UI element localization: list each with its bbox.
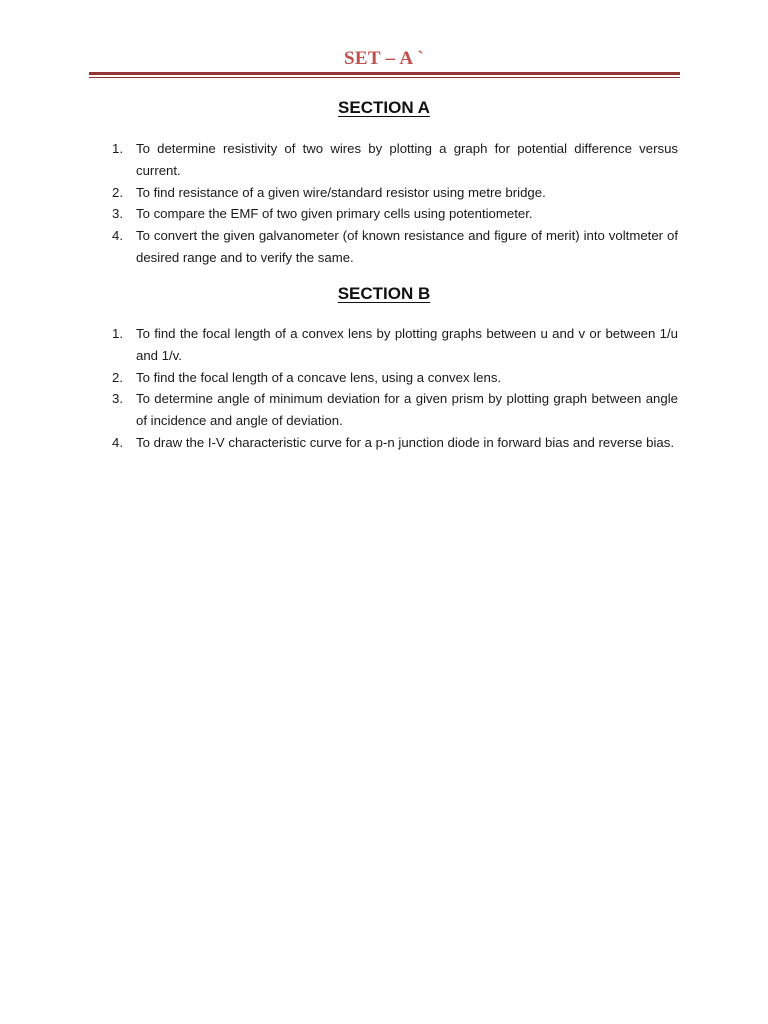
section-a-heading: SECTION A bbox=[338, 98, 430, 117]
section-b-heading: SECTION B bbox=[337, 284, 431, 303]
list-item bbox=[110, 367, 678, 389]
item-text: To compare the EMF of two given primary cells using potentiometer. bbox=[136, 206, 533, 222]
item-number: 4. bbox=[112, 434, 123, 450]
item-text: To determine angle of minimum deviation for a given prism by plotting graph between angle of incidence and angle of deviation. bbox=[136, 391, 678, 429]
item-number: 3. bbox=[112, 206, 123, 222]
list-item bbox=[110, 203, 678, 225]
item-text: To find the focal length of a convex lens by plotting graphs between u and v or between 1/u and 1/v. bbox=[136, 326, 678, 363]
item-text: To find the focal length of a concave lens, using a convex lens. bbox=[136, 369, 502, 385]
item-number: 1. bbox=[112, 141, 123, 156]
item-number: 1. bbox=[112, 326, 123, 341]
title-rule-thin bbox=[89, 77, 680, 78]
list-item bbox=[110, 138, 678, 182]
item-text: To convert the given galvanometer (of known resistance and figure of merit) into voltmeter of desired range and to verify the same. bbox=[136, 228, 678, 265]
item-text: To determine resistivity of two wires by plotting a graph for potential difference versus current. bbox=[136, 141, 678, 178]
section-b-list bbox=[110, 323, 678, 454]
item-number: 2. bbox=[112, 369, 123, 385]
item-text: To draw the I-V characteristic curve for a p-n junction diode in forward bias and reverse bias. bbox=[136, 434, 675, 450]
list-item bbox=[110, 432, 678, 454]
list-item bbox=[110, 388, 678, 432]
item-number: 3. bbox=[112, 391, 123, 407]
document-title: SET – A ` bbox=[344, 48, 424, 69]
item-number: 2. bbox=[112, 184, 123, 200]
list-item bbox=[110, 182, 678, 204]
list-item bbox=[110, 323, 678, 367]
list-item bbox=[110, 225, 678, 269]
item-text: To find resistance of a given wire/standard resistor using metre bridge. bbox=[136, 184, 546, 200]
item-number: 4. bbox=[112, 228, 123, 244]
section-a-list bbox=[110, 138, 678, 269]
title-rule-thick bbox=[89, 72, 680, 75]
